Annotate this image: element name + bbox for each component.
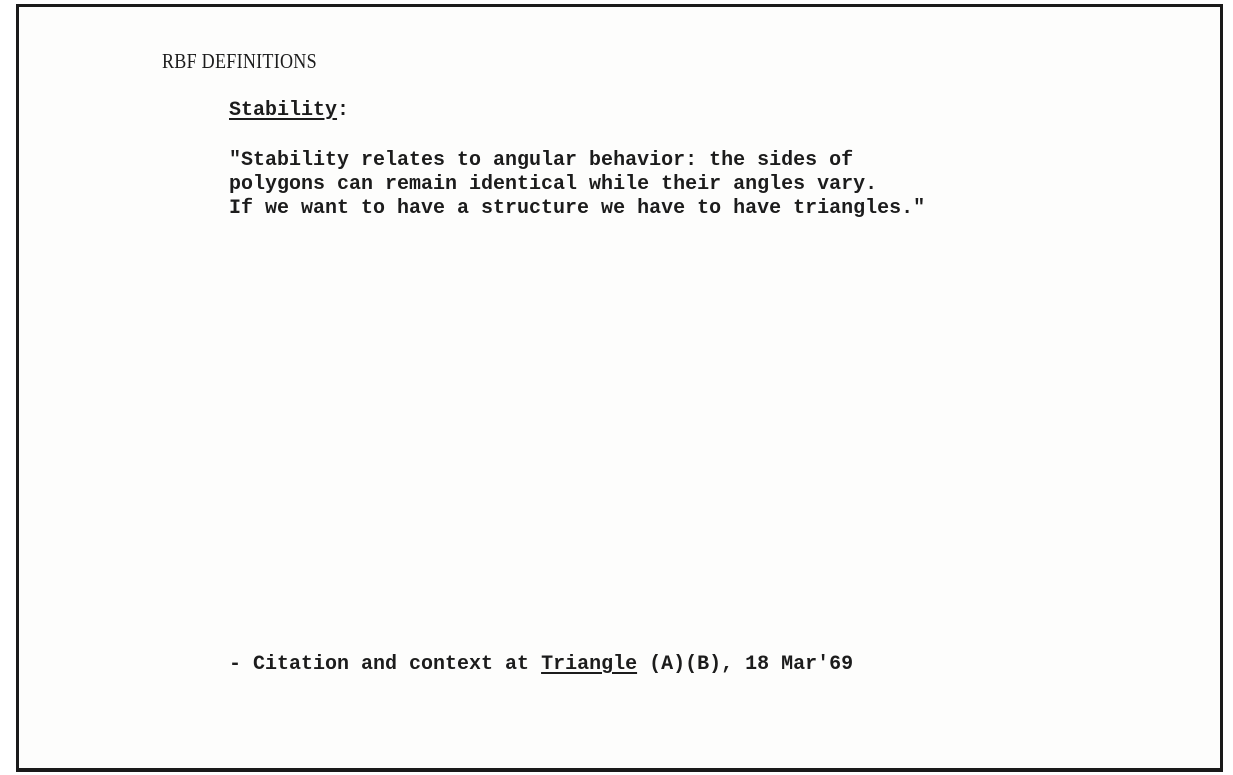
quote-line: If we want to have a structure we have to have triangles." [229, 197, 926, 220]
citation-line [229, 653, 853, 676]
citation-link-triangle[interactable]: Triangle [541, 653, 638, 676]
definition-term [229, 99, 349, 122]
definition-quote [229, 149, 925, 221]
card-header: RBF DEFINITIONS [162, 49, 317, 73]
citation-suffix: (A)(B), 18 Mar'69 [637, 653, 854, 676]
quote-line: polygons can remain identical while their angles vary. [229, 173, 878, 196]
quote-line: "Stability relates to angular behavior: the sides of [229, 149, 854, 172]
definition-card [16, 4, 1223, 772]
term-colon: : [337, 99, 350, 122]
citation-prefix: - Citation and context at [229, 653, 542, 676]
term-label: Stability [229, 99, 338, 122]
